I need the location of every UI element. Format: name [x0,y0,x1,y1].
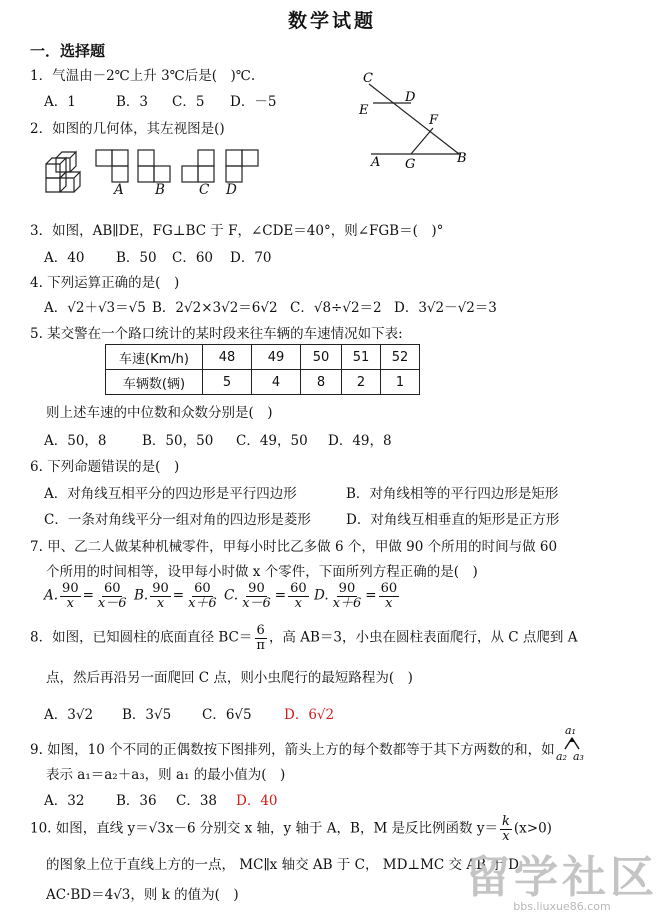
q10-line1: 10. 如图，直线 y＝√3x－6 分别交 x 轴，y 轴于 A，B，M 是反比例函数 y＝ $\frac{k}{x}$ (x>0) [30,814,552,844]
table-cell: 48 [203,345,252,370]
table-row [106,345,420,370]
q5-option-d: D．49，8 [328,433,392,449]
q5-text: 5. 某交警在一个路口统计的某时段来往车辆的车速情况如下表: [30,326,403,342]
table-cell: 50 [301,345,342,370]
q5-option-a: A．50，8 [44,433,107,449]
q3-label-e: E [359,103,369,118]
q6-option-a: A．对角线互相平分的四边形是平行四边形 [44,486,297,502]
q2-view-b [138,150,170,182]
q6-option-c: C．一条对角线平分一组对角的四边形是菱形 [44,512,311,528]
q5-row1-label: 车速(Km/h) [106,345,203,370]
q2-text: 2．如图的几何体，其左视图是() [30,121,225,137]
q3-label-b: B [457,151,467,166]
q8-line2: 点，然后再沿另一面爬回 C 点，则小虫爬行的最短路程为( ) [46,670,413,686]
watermark-url: bbs.liuxue86.com [513,900,611,913]
q9-option-a: A．32 [44,793,85,809]
q8-option-b: B．3√5 [122,707,172,723]
q2-label-d: D [226,182,237,198]
q7-line1: 7. 甲、乙二人做某种机械零件，甲每小时比乙多做 6 个，甲做 90 个所用的时间与做 60 [30,539,558,555]
q7-option-c: C. $\frac{90}{x-6}$ = $\frac{60}{x}$ [224,581,307,611]
q2-view-c [182,150,214,182]
q2-view-a [96,150,128,182]
q9-line2: 表示 a₁＝a₂＋a₃，则 a₁ 的最小值为( ) [46,767,286,783]
q3-label-a: A [371,155,381,170]
q1-text: 1．气温由－2℃上升 3℃后是( )℃. [30,68,256,84]
q4-option-c: C．√8÷√2＝2 [290,300,382,316]
q10-line3: AC·BD＝4√3，则 k 的值为( ) [46,887,239,903]
q10-line2: 的图象上位于直线上方的一点， MC∥x 轴交 AB 于 C， MD⊥MC 交 AB 于 D， [46,857,533,873]
q5-speed-table [105,344,420,395]
q7-option-a: A. $\frac{90}{x}$ = $\frac{60}{x-6}$ [44,581,127,611]
q3-text: 3．如图，AB∥DE，FG⊥BC 于 F，∠CDE＝40°，则∠FGB＝( )° [30,223,444,239]
q3-option-b: B．50 [116,250,157,266]
q8-option-d-answer: D．6√2 [284,707,335,723]
table-row [106,370,420,395]
q4-option-d: D．3√2－√2＝3 [394,300,497,316]
q6-option-d: D．对角线互相垂直的矩形是正方形 [346,512,560,528]
q9-line1: 9. 如图，10 个不同的正偶数按下图排列，箭头上方的每个数都等于其下方两数的和，如 [30,742,555,758]
watermark-logo [466,852,658,913]
q3-option-d: D．70 [230,250,272,266]
table-cell: 8 [301,370,342,395]
watermark-text: 留学社区 [466,852,658,903]
q6-text: 6. 下列命题错误的是( ) [30,459,180,475]
q3-figure [355,68,480,178]
q2-label-b: B [155,182,165,198]
q3-option-c: C．60 [172,250,214,266]
q1-option-b: B．3 [116,94,149,110]
table-cell: 49 [252,345,301,370]
q3-label-c: C [363,71,373,86]
q1-option-c: C．5 [172,94,205,110]
q1-option-a: A．1 [44,94,76,110]
q1-option-d: D．－5 [230,94,277,110]
q7-option-d: D. $\frac{90}{x+6}$ = $\frac{60}{x}$ [314,581,398,611]
q9-option-c: C．38 [176,793,218,809]
q4-option-a: A．√2＋√3＝√5 [44,300,146,316]
q4-option-b: B．2√2×3√2＝6√2 [152,300,278,316]
table-cell: 2 [342,370,381,395]
q4-text: 4. 下列运算正确的是( ) [30,275,180,291]
q8-line1: 8．如图，已知圆柱的底面直径 BC＝ $\frac{6}{\pi}$ ，高 AB＝3，小虫在圆柱表面爬行，从 C 点爬到 A [30,623,578,653]
q5-row2-label: 车辆数(辆) [106,370,203,395]
q3-label-f: F [429,113,439,128]
q3-label-d: D [405,90,416,105]
q9-option-d-answer: D．40 [236,793,278,809]
q7-option-b: B. $\frac{90}{x}$ = $\frac{60}{x+6}$ [134,581,217,611]
q8-option-a: A．3√2 [44,707,94,723]
q3-option-a: A．40 [44,250,85,266]
q5-follow: 则上述车速的中位数和众数分别是( ) [46,405,273,421]
q6-option-b: B．对角线相等的平行四边形是矩形 [346,486,559,502]
section-heading: 一．选择题 [30,42,106,60]
table-cell: 4 [252,370,301,395]
q2-view-d [226,150,258,182]
q5-option-b: B．50，50 [142,433,214,449]
page-title: 数学试题 [287,10,376,32]
table-cell: 52 [381,345,420,370]
q8-option-c: C．6√5 [202,707,252,723]
table-cell: 1 [381,370,420,395]
q7-line2: 个所用的时间相等，设甲每小时做 x 个零件，下面所列方程正确的是( ) [46,564,478,580]
q5-option-c: C．49，50 [236,433,308,449]
q9-arrow-icon: a₁ a₂ a₃ [556,724,584,763]
q2-solid-figure [46,152,80,192]
q2-label-c: C [199,182,210,198]
table-cell: 51 [342,345,381,370]
q2-label-a: A [114,182,124,198]
q9-option-b: B．36 [116,793,157,809]
q3-label-g: G [405,157,416,172]
table-cell: 5 [203,370,252,395]
